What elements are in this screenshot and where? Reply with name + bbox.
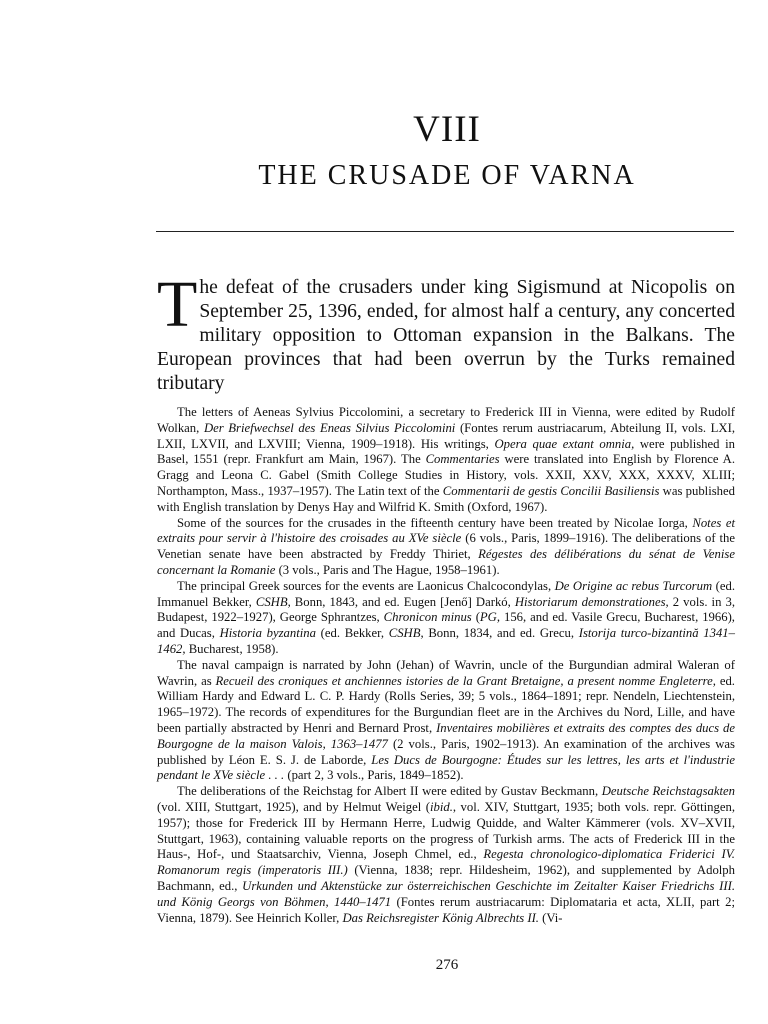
note-text: ed. William Hardy and Edward L. C. P. Hardy (Rolls Series, 39; 5 vols., 1864–1891; repr. Nendeln, Liechtenstein, 1965–1972). The records of expenditures for the Burgundian fleet are in the Archives du Nord, Lille, and have been partially abstracted by Henri and Bernard Prost, (157, 673, 735, 735)
italic-title: Inventaires mobilières et extraits des comptes des ducs de Bourgogne de la maison Valois, 1363–1477 (157, 720, 735, 751)
italic-title: Der Briefwechsel des Eneas Silvius Piccolomini (203, 420, 456, 435)
italic-title: CSHB, (388, 626, 424, 641)
note-paragraph (157, 516, 735, 579)
note-text: (3 vols., Paris and The Hague, 1958–1961). (275, 562, 500, 577)
note-text: Some of the sources for the crusades in the fifteenth century have been treated by Nicolae Iorga, (177, 515, 693, 530)
note-text: (part 2, 3 vols., Paris, 1849–1852). (284, 768, 464, 783)
note-text: Bonn, 1834, and ed. Grecu, (423, 626, 579, 641)
opening-text: he defeat of the crusaders under king Sigismund at Nicopolis on September 25, 1396, ended, for almost half a century, any concerted military opposition to Ottoman expansion in the Balkans. The European provinces that had been overrun by the Turks remained tributary (157, 277, 735, 394)
italic-title: Régestes des délibérations du sénat de Venise concernant la Romanie (157, 547, 735, 577)
italic-title: Deutsche Reichstagsakten (601, 784, 735, 799)
note-text: (ed. Bekker, (315, 626, 389, 641)
note-text: Bucharest, 1958). (185, 641, 279, 656)
note-text: The naval campaign is narrated by John (Jehan) of Wavrin, uncle of the Burgundian admiral Waleran of Wavrin, as (157, 657, 735, 688)
note-paragraph (157, 784, 735, 926)
note-text: 156, and ed. Vasile Grecu, Bucharest, 1966), and Ducas, (157, 610, 735, 641)
note-text: Bonn, 1843, and ed. Eugen [Jenő] Darkó, (290, 594, 515, 609)
note-paragraph (157, 579, 735, 658)
italic-title: Commentaries (425, 452, 500, 467)
note-text: were published in Basel, 1551 (repr. Frankfurt am Main, 1967). The (157, 436, 735, 467)
chapter-number: VIII (413, 109, 481, 150)
note-text: 2 vols. in 3, Budapest, 1922–1927), George Sphrantzes, (157, 594, 735, 625)
italic-title: Commentarii de gestis Concilii Basiliensis (442, 483, 660, 498)
italic-title: Regesta chronologico-diplomatica Friderici IV. Romanorum regis (imperatoris III.) (157, 847, 735, 878)
italic-title: Das Reichsregister König Albrechts II. (342, 910, 539, 925)
note-text: (ed. Immanuel Bekker, (157, 578, 735, 609)
italic-title: Opera quae extant omnia, (494, 436, 635, 451)
note-text: (Vienna, 1838; repr. Hildesheim, 1962), and supplemented by Adolph Bachmann, ed., (157, 863, 735, 893)
italic-title: PG, (479, 610, 501, 625)
note-text: (Fontes rerum austriacarum: Diplomataria et acta, XLII, part 2; Vienna, 1879). See Heinrich Koller, (157, 894, 735, 925)
italic-title: ibid. (429, 799, 453, 814)
italic-title: Recueil des croniques et anchiennes istories de la Grant Bretaigne, a present nomme Engleterre, (215, 673, 716, 688)
italic-title: Notes et extraits pour servir à l'histoire des croisades au XVe siècle (157, 515, 735, 546)
bibliographic-notes (157, 405, 735, 926)
note-text: (Fontes rerum austriacarum, Abteilung II, vols. LXI, LXII, LXVII, and LXVIII; Vienna, 1909–1918). His writings, (157, 420, 735, 451)
note-text: (6 vols., Paris, 1899–1916). The deliberations of the Venetian senate have been abstracted by Freddy Thiriet, (157, 531, 736, 562)
note-text: were translated into English by Florence A. Gragg and Leona C. Gabel (Smith College Studies in History, vols. XXII, XXV, XXX, XXXV, XLIII; Northampton, Mass., 1937–1957). The Latin text of the (157, 452, 735, 498)
note-text: The deliberations of the Reichstag for Albert II were edited by Gustav Beckmann, (177, 784, 602, 799)
note-text: (2 vols., Paris, 1902–1913). An examination of the archives was published by Léon E. S. J. de Laborde, (157, 736, 735, 767)
italic-title: Chronicon minus (383, 610, 472, 625)
note-text: (Vi- (538, 910, 563, 925)
italic-title: De Origine ac rebus Turcorum (554, 578, 713, 593)
italic-title: CSHB, (255, 594, 291, 609)
note-paragraph (157, 405, 735, 516)
italic-title: Historiarum demonstrationes, (514, 594, 669, 609)
page-number: 276 (435, 957, 459, 973)
note-text: was published with English translation by Denys Hay and Wilfrid K. Smith (Oxford, 1967). (157, 483, 735, 514)
italic-title: Urkunden und Aktenstücke zur österreichischen Geschichte im Zeitalter Kaiser Friedrichs III. und König Georgs von Böhmen, 1440–1471 (157, 878, 735, 909)
italic-title: Istorija turco-bizantină 1341–1462, (157, 626, 735, 656)
note-text: The principal Greek sources for the events are Laonicus Chalcocondylas, (177, 578, 555, 593)
opening-paragraph (157, 268, 735, 396)
note-text: ( (471, 610, 480, 625)
title-rule (156, 231, 734, 232)
italic-title: Historia byzantina (219, 626, 316, 641)
italic-title: Les Ducs de Bourgogne: Études sur les lettres, les arts et l'industrie pendant le XVe siècle . . . (157, 752, 735, 783)
note-text: (vol. XIII, Stuttgart, 1925), and by Helmut Weigel ( (157, 799, 430, 814)
note-paragraph (157, 658, 735, 784)
chapter-title: THE CRUSADE OF VARNA (258, 160, 636, 191)
note-text: , vol. XIV, Stuttgart, 1935; both vols. repr. Göttingen, 1957); those for Frederick III by Hermann Herre, Ludwig Quidde, and Walter Kämmerer (vols. XV–XVII, Stuttgart, 1963), containing valuable reports on the progress of Turkish arms. The acts of Frederick III in the Haus-, Hof-, und Staatsarchiv, Vienna, Joseph Chmel, ed., (157, 799, 735, 862)
drop-cap: T (157, 268, 198, 341)
note-text: The letters of Aeneas Sylvius Piccolomini, a secretary to Frederick III in Vienna, were edited by Rudolf Wolkan, (157, 405, 735, 435)
